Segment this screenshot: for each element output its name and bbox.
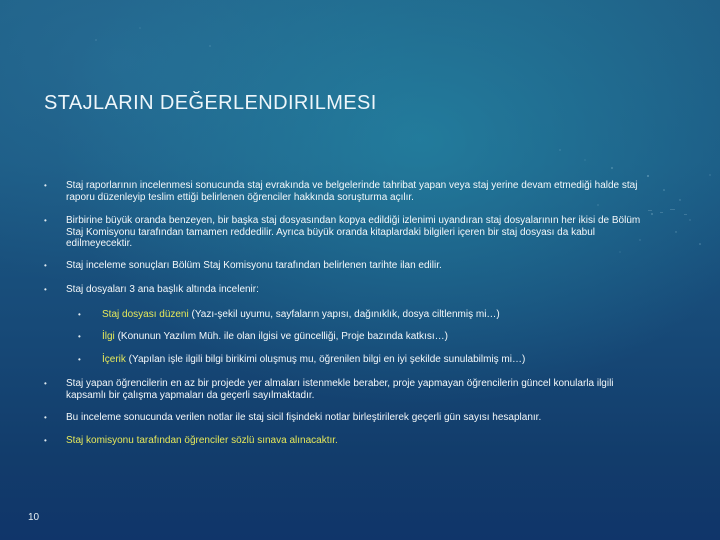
bullet-text: Staj yapan öğrencilerin en az bir projede yer almaları istenmekle beraber, proje yapmayan öğrencilerin güncel konularla ilgili kapsamlı bir çalışma yapmaları da geçerli sayılmaktadır. bbox=[66, 378, 614, 401]
bullet-marker: • bbox=[44, 181, 47, 190]
bullet-text: (Yazı-şekil uyumu, sayfaların yapısı, dağınıklık, dosya ciltlenmiş mi…) bbox=[188, 308, 500, 320]
list-item bbox=[44, 180, 644, 203]
highlighted-text: Staj dosyası düzeni bbox=[102, 308, 189, 320]
highlighted-text: İlgi bbox=[102, 331, 115, 342]
list-item bbox=[44, 260, 644, 272]
bullet-text: Bu inceleme sonucunda verilen notlar ile staj sicil fişindeki notlar birleştirilerek geçerli gün sayısı hesaplanır. bbox=[66, 412, 542, 423]
slide-title: STAJLARIN DEĞERLENDIRILMESI bbox=[44, 92, 377, 114]
page-number: 10 bbox=[28, 512, 40, 523]
sub-list-item bbox=[44, 331, 644, 343]
bullet-text: Staj inceleme sonuçları Bölüm Staj Komisyonu tarafından belirlenen tarihte ilan edilir. bbox=[66, 259, 442, 271]
bullet-marker: • bbox=[78, 309, 81, 319]
bullet-list bbox=[44, 180, 644, 446]
bullet-text: Staj dosyaları 3 ana başlık altında incelenir: bbox=[66, 284, 259, 295]
bullet-text: (Konunun Yazılım Müh. ile olan ilgisi ve güncelliği, Proje bazında katkısı…) bbox=[114, 331, 448, 342]
list-item bbox=[44, 378, 644, 401]
bullet-marker: • bbox=[44, 413, 47, 422]
bullet-marker: • bbox=[44, 435, 47, 445]
bullet-marker: • bbox=[78, 332, 81, 341]
bullet-text: Birbirine büyük oranda benzeyen, bir başka staj dosyasından kopya edildiği izlenimi uyandıran staj dosyalarının her ikisi de Bölüm Staj Komisyonu tarafından tamamen reddedilir. Ayrıca büyük oranda kitaplardaki bilgileri içeren bir staj dosyası da kabul edilmeyecektir. bbox=[66, 215, 641, 249]
highlighted-text: Staj komisyonu tarafından öğrenciler sözlü sınava alınacaktır. bbox=[66, 434, 338, 446]
sub-list-item bbox=[44, 309, 644, 321]
bullet-text: (Yapılan işle ilgili bilgi birikimi oluşmuş mu, öğrenilen bilgi en iyi şekilde sunulabilmiş mi…) bbox=[125, 353, 526, 365]
bullet-marker: • bbox=[78, 354, 81, 364]
list-item bbox=[44, 435, 644, 447]
slide-content bbox=[44, 180, 644, 446]
list-item bbox=[44, 284, 644, 296]
list-item bbox=[44, 215, 644, 250]
bullet-marker: • bbox=[44, 260, 47, 270]
bullet-text: Staj raporlarının incelenmesi sonucunda staj evrakında ve belgelerinde tahribat yapan veya staj yerine devam etmediği halde staj raporu düzenleyip teslim ettiği belirlenen öğrenciler hakkında soruşturma açılır. bbox=[66, 180, 638, 203]
bullet-marker: • bbox=[44, 379, 47, 388]
bullet-marker: • bbox=[44, 216, 47, 225]
list-item bbox=[44, 412, 644, 424]
sub-list-item bbox=[44, 354, 644, 366]
highlighted-text: İçerik bbox=[102, 353, 126, 365]
bullet-marker: • bbox=[44, 285, 47, 294]
